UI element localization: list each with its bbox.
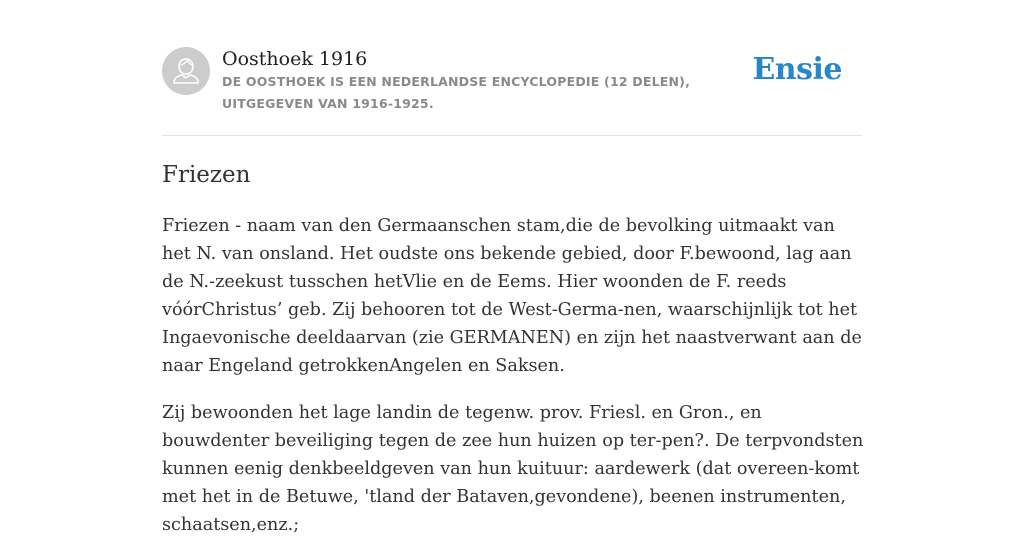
- ensie-logo-link[interactable]: Ensie: [752, 52, 842, 87]
- entry-paragraph: Zij bewoonden het lage landin de tegenw. prov. Friesl. en Gron., en bouwdenter beveiliging tegen de zee hun huizen op ter-pen?. De terpvondsten kunnen eenig denkbeeldgeven van hun kuituur: aardewerk (dat overeen-komt met het in de Betuwe, 'tland der Bataven,gevondene), beenen instrumenten, schaatsen,enz.;: [162, 403, 864, 535]
- page: [162, 0, 864, 535]
- header-divider: [162, 135, 862, 136]
- entry-paragraph: Friezen - naam van den Germaanschen stam,die de bevolking uitmaakt van het N. van onsland. Het oudste ons bekende gebied, door F.bewoond, lag aan de N.-zeekust tusschen hetVlie en de Eems. Hier woonden de F. reeds vóórChristus’ geb. Zij behooren tot de West-Germa-nen, waarschijnlijk tot het Ingaevonische deeldaarvan (zie GERMANEN) en zijn het naastverwant aan de naar Engeland getrokkenAngelen en Saksen.: [162, 216, 862, 376]
- source-description: DE OOSTHOEK IS EEN NEDERLANDSE ENCYCLOPEDIE (12 DELEN), UITGEGEVEN VAN 1916-1925.: [222, 74, 691, 111]
- entry-title: Friezen: [162, 162, 251, 188]
- entry-body: [162, 212, 864, 558]
- avatar: [162, 47, 210, 95]
- source-header: [162, 47, 862, 119]
- source-title[interactable]: Oosthoek 1916: [222, 48, 368, 70]
- user-icon: [162, 47, 210, 95]
